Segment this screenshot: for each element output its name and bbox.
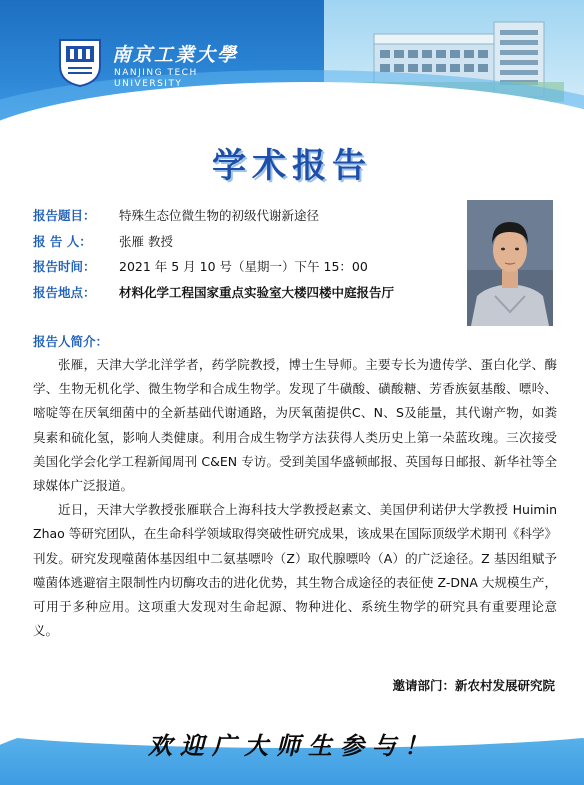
bio-body — [33, 353, 557, 643]
talk-info — [33, 206, 463, 308]
info-row-speaker — [33, 232, 463, 258]
page-title: 学术报告 — [212, 146, 372, 186]
info-value: 2021 年 5 月 10 号（星期一）下午 15：00 — [119, 259, 368, 274]
university-logo-icon — [56, 36, 104, 88]
header-banner — [0, 0, 584, 140]
speaker-photo — [467, 200, 553, 326]
info-value: 特殊生态位微生物的初级代谢新途径 — [119, 208, 320, 223]
info-row-topic — [33, 206, 463, 232]
bio-heading: 报告人简介： — [33, 334, 109, 349]
bio-paragraph: 张雁，天津大学北洋学者，药学院教授，博士生导师。主要专长为遗传学、蛋白化学、酶学、生物无机化学、微生物学和合成生物学。发现了牛磺酸、磺酸糖、芳香族氨基酸、嘌呤、嘧啶等在厌氧细菌中的全新基础代谢通路，为厌氧菌提供C、N、S及能量，其代谢产物，如粪臭素和硫化氢，影响人类健康。利用合成生物学方法获得人类历史上第一朵蓝玫瑰。三次接受美国化学会化学工程新闻周刊 C&EN 专访。受到美国华盛顿邮报、英国每日邮报、新华社等全球媒体广泛报道。 — [33, 357, 557, 494]
inviting-department: 邀请部门：新农村发展研究院 — [392, 678, 555, 693]
university-name-en: NANJING TECH UNIVERSITY — [114, 68, 198, 89]
info-value: 材料化学工程国家重点实验室大楼四楼中庭报告厅 — [119, 284, 395, 300]
info-row-time — [33, 257, 463, 283]
info-row-venue — [33, 283, 463, 309]
info-value: 张雁 教授 — [119, 233, 173, 249]
info-label: 报告题目： — [33, 208, 96, 223]
bio-paragraph: 近日，天津大学教授张雁联合上海科技大学教授赵素文、美国伊利诺伊大学教授 Huimin Zhao 等研究团队，在生命科学领域取得突破性研究成果，该成果在国际顶级学术期刊《科学》刊发。研究发现噬菌体基因组中二氨基嘌呤（Z）取代腺嘌呤（A）的广泛途径。Z 基因组赋予噬菌体逃避宿主限制性内切酶攻击的进化优势，其生物合成途径的表征使 Z-DNA 大规模生产，可用于多种应用。这项重大发现对生命起源、物种进化、系统生物学的研究具有重要理论意义。 — [33, 502, 557, 639]
info-label: 报 告 人： — [33, 233, 92, 249]
info-label: 报告时间： — [33, 259, 96, 274]
university-name-cn: 南京工業大學 — [112, 44, 239, 66]
welcome-slogan: 欢迎广大师生参与！ — [148, 731, 436, 760]
info-label: 报告地点： — [33, 284, 96, 300]
